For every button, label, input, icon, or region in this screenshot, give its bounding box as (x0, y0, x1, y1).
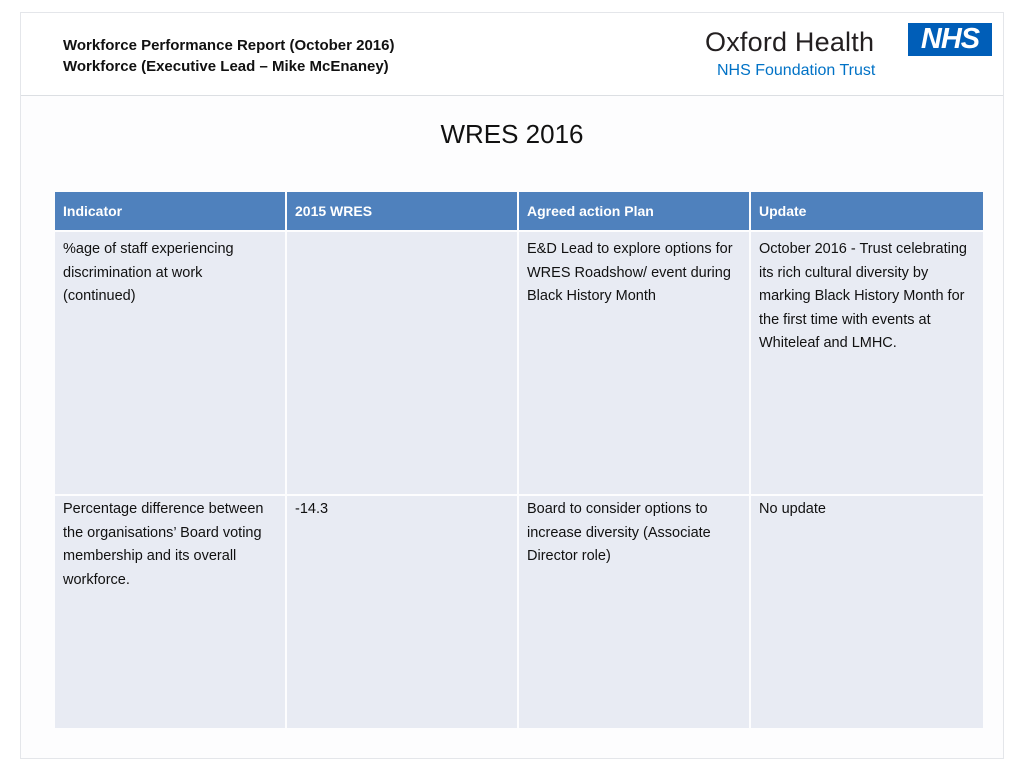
indicator-cell: %age of staff experiencing discrimination at work (continued) (55, 232, 285, 494)
report-title-line1: Workforce Performance Report (October 2016) (63, 37, 395, 54)
table-row (55, 232, 983, 494)
action-plan-cell: Board to consider options to increase diversity (Associate Director role) (519, 496, 749, 728)
column-header-update: Update (751, 192, 983, 230)
report-header (21, 13, 1003, 96)
column-header-2015-wres: 2015 WRES (287, 192, 517, 230)
column-header-action-plan: Agreed action Plan (519, 192, 749, 230)
page-title: WRES 2016 (440, 119, 584, 149)
report-title (63, 35, 395, 77)
column-header-indicator: Indicator (55, 192, 285, 230)
slide (20, 12, 1004, 759)
report-title-line2: Workforce (Executive Lead – Mike McEnaney) (63, 58, 389, 75)
nhs-badge-icon: NHS (908, 23, 992, 56)
logo-subtitle: NHS Foundation Trust (717, 62, 876, 79)
update-cell: October 2016 - Trust celebrating its rich cultural diversity by marking Black History Month for the first time with events at Whiteleaf and LMHC. (751, 232, 983, 494)
wres-table (53, 190, 985, 730)
indicator-cell: Percentage difference between the organisations’ Board voting membership and its overall workforce. (55, 496, 285, 728)
action-plan-cell: E&D Lead to explore options for WRES Roadshow/ event during Black History Month (519, 232, 749, 494)
wres-2015-cell: -14.3 (287, 496, 517, 728)
logo-org-name: Oxford Health (705, 27, 875, 57)
table-row (55, 496, 983, 728)
oxford-health-logo (705, 21, 995, 87)
wres-2015-cell (287, 232, 517, 494)
update-cell: No update (751, 496, 983, 728)
table-header-row (55, 192, 983, 230)
